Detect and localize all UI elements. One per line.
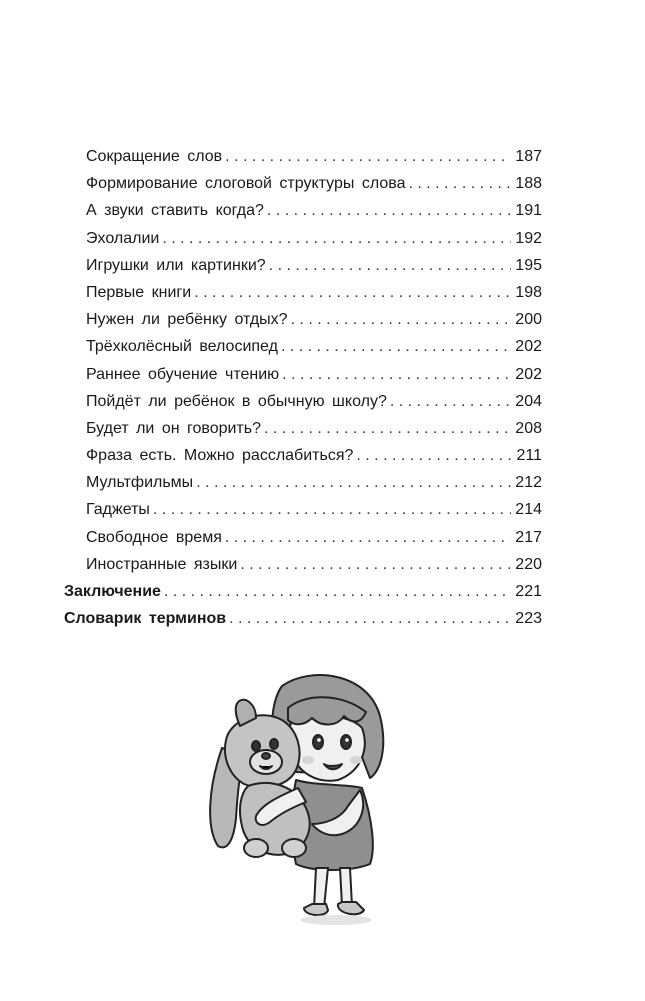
- girl-hugging-bunny-icon: [200, 668, 400, 928]
- toc-leader-dots: [240, 551, 511, 578]
- toc-entry-title: Будет ли он говорить?: [86, 419, 261, 437]
- toc-entry-page: 192: [515, 229, 542, 247]
- toc-entry[interactable]: [64, 279, 542, 306]
- toc-leader-dots: [281, 333, 511, 360]
- toc-entry[interactable]: [64, 225, 542, 252]
- toc-entry[interactable]: [64, 388, 542, 415]
- toc-entry-page: 204: [515, 392, 542, 410]
- toc-entry-page: 188: [515, 175, 542, 193]
- toc-entry[interactable]: [64, 524, 542, 551]
- toc-entry-title: Заключение: [64, 583, 161, 600]
- toc-entry-title: Фраза есть. Можно расслабиться?: [86, 447, 354, 465]
- toc-leader-dots: [225, 524, 511, 551]
- toc-entry-title: Гаджеты: [86, 501, 150, 519]
- toc-entry[interactable]: [64, 197, 542, 224]
- toc-chapter-entry[interactable]: [64, 578, 542, 605]
- toc-entry-page: 200: [515, 311, 542, 329]
- toc-entry-title: Пойдёт ли ребёнок в обычную школу?: [86, 392, 387, 410]
- toc-leader-dots: [282, 361, 511, 388]
- toc-entry-page: 217: [515, 528, 542, 546]
- toc-entry-title: Словарик терминов: [64, 610, 227, 628]
- toc-entry[interactable]: [64, 442, 542, 469]
- toc-leader-dots: [269, 252, 512, 279]
- toc-entry-page: 195: [515, 256, 542, 274]
- toc-leader-dots: [267, 197, 511, 224]
- toc-entry-page: 212: [515, 474, 542, 492]
- toc-leader-dots: [229, 605, 511, 632]
- toc-entry-title: Сокращение слов: [86, 148, 223, 165]
- toc-entry-title: Нужен ли ребёнку отдых?: [86, 311, 288, 329]
- toc-entry[interactable]: [64, 469, 542, 496]
- toc-entry[interactable]: [64, 496, 542, 523]
- toc-entry-page: 211: [516, 447, 542, 465]
- toc-entry-title: Свободное время: [86, 528, 222, 546]
- toc-leader-dots: [225, 143, 511, 170]
- toc-leader-dots: [162, 225, 511, 252]
- toc-leader-dots: [408, 170, 511, 197]
- toc-entry-page: 202: [515, 365, 542, 383]
- toc-leader-dots: [390, 388, 511, 415]
- toc-entry-page: 202: [515, 338, 542, 356]
- toc-entry[interactable]: [64, 415, 542, 442]
- toc-entry-page: 220: [515, 555, 542, 573]
- toc-entry[interactable]: [64, 252, 542, 279]
- toc-leader-dots: [153, 496, 511, 523]
- toc-entry-title: Иностранные языки: [86, 555, 238, 573]
- toc-entry-title: Первые книги: [86, 283, 192, 301]
- toc-entry[interactable]: [64, 361, 542, 388]
- toc-entry-page: 198: [515, 283, 542, 301]
- toc-entry-page: 214: [515, 501, 542, 519]
- toc-leader-dots: [194, 279, 511, 306]
- toc-entry[interactable]: [64, 143, 542, 170]
- toc-leader-dots: [291, 306, 512, 333]
- toc-entry-title: Трёхколёсный велосипед: [86, 338, 278, 356]
- table-of-contents: [64, 143, 542, 632]
- toc-entry-page: 187: [515, 148, 542, 165]
- toc-entry-page: 223: [515, 610, 542, 628]
- toc-leader-dots: [196, 469, 511, 496]
- toc-entry-page: 191: [515, 202, 542, 220]
- toc-entry-title: А звуки ставить когда?: [86, 202, 264, 220]
- toc-leader-dots: [264, 415, 511, 442]
- toc-entry[interactable]: [64, 306, 542, 333]
- toc-entry-title: Формирование слоговой структуры слова: [86, 175, 406, 193]
- toc-entry-title: Игрушки или картинки?: [86, 256, 266, 274]
- toc-entry-page: 221: [515, 583, 542, 600]
- toc-entry[interactable]: [64, 551, 542, 578]
- toc-chapter-entry[interactable]: [64, 605, 542, 632]
- toc-entry[interactable]: [64, 170, 542, 197]
- toc-entry[interactable]: [64, 333, 542, 360]
- toc-entry-page: 208: [515, 419, 542, 437]
- toc-entry-title: Мультфильмы: [86, 474, 194, 492]
- toc-leader-dots: [356, 442, 512, 469]
- toc-entry-title: Эхолалии: [86, 229, 160, 247]
- toc-leader-dots: [164, 578, 511, 605]
- toc-entry-title: Раннее обучение чтению: [86, 365, 280, 383]
